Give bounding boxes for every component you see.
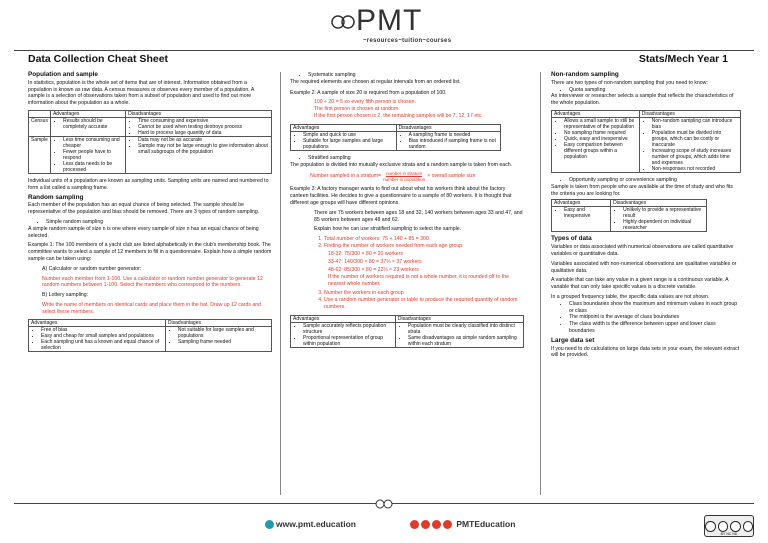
example-line: If the first person chosen is 2, the remaining samples will be 7, 12, 17 etc. [314, 112, 483, 119]
paragraph: Individual units of a population are known as sampling units. Sampling units are named and numbered to form a list called a sampling frame. [28, 177, 269, 191]
paragraph: The required elements are chosen at regular intervals from an ordered list. [290, 78, 461, 85]
heading-random: Random sampling [28, 193, 84, 201]
table-row [291, 131, 501, 150]
list-item: • Easy and inexpensive [564, 207, 608, 219]
paragraph: Each member of the population has an equal chance of being selected. The sample should be representative of the population and bias should be removed. There are 3 types of random sampling. [28, 202, 260, 216]
systematic-table [290, 124, 501, 151]
paragraph: There are 75 workers between ages 18 and 32, 140 workers between ages 33 and 47, and 85 workers between ages 48 and 62. [314, 209, 523, 223]
quota-table [551, 110, 741, 173]
by-icon [718, 521, 729, 532]
facebook-icon[interactable] [432, 520, 441, 529]
table-row [29, 136, 272, 173]
step: 4. Use a random number generator or table to produce the required quantity of random numbers. [324, 297, 524, 311]
table-header: Advantages [552, 110, 640, 117]
pmt-logo [330, 4, 450, 48]
header-divider [14, 50, 754, 51]
paragraph: Variables or data associated with numerical observations are called quantitative variables or quantitative data. [551, 244, 734, 257]
list-item: • Less time consuming and cheaper [63, 137, 123, 149]
list-item: • Easy comparison between different groups within a population [564, 142, 637, 160]
footer-logo-icon [374, 499, 394, 509]
subject-label: Stats/Mech Year 1 [638, 53, 728, 65]
column-2 [290, 72, 524, 352]
heading-population: Population and sample [28, 71, 98, 78]
table-header: Disadvantages [639, 110, 740, 117]
step: 1. Total number of workers: 75 + 140 + 85 = 300 [324, 236, 524, 243]
page-title: Data Collection Cheat Sheet [28, 53, 169, 65]
list-item: • Not suitable for large samples and populations [178, 327, 269, 339]
list-item: • Data may not be as accurate [138, 137, 269, 143]
list-item: • Simple and quick to use [303, 132, 394, 138]
list-item: • Suitable for large samples and large populations [303, 138, 394, 150]
formula-denominator: number in population [383, 177, 426, 183]
table-header: Advantages [291, 124, 397, 131]
formula-numerator: number in stratum [385, 171, 423, 177]
list-item: • Allows a small sample to still be representative of the population [564, 118, 637, 130]
part-b-label: B) Lottery sampling: [42, 292, 89, 299]
list-item: • Population must be clearly classified into distinct strata [408, 323, 521, 335]
paragraph: In a grouped frequency table, the specific data values are not shown. [551, 293, 710, 300]
calc-line: 33-47: 140/300 × 80 = 37⅓ ≈ 37 workers [328, 258, 422, 265]
table-header: Disadvantages [611, 200, 707, 207]
list-item: • The midpoint is the average of class boundaries [569, 314, 741, 321]
list-item: • Non-responses not recorded [652, 166, 738, 172]
table-row [29, 117, 272, 136]
list-item: • Hard to process large quantity of data [138, 130, 269, 136]
formula-left: Number sampled in a stratum= [310, 173, 382, 180]
table-header: Advantages [552, 200, 611, 207]
stratified-formula [290, 171, 524, 182]
table-header: Disadvantages [126, 110, 272, 117]
paragraph: In statistics, population is the whole set of items that are of interest. Information obtained from a population is known as raw data. A census measures or observes every member of a population. A sample is a selection of observations taken from a subset of population and used to find out more information about the population as a whole. [28, 79, 255, 107]
paragraph: If you need to do calculations on large data sets in your exam, the relevant extract will be provided. [551, 345, 740, 359]
paragraph: Variables associated with non-numerical observations are qualitative variables or qualitative data. [551, 260, 737, 274]
stratified-table [290, 315, 524, 348]
table-row [291, 322, 524, 347]
simple-random-table [28, 319, 272, 352]
row-label: Census [29, 117, 51, 136]
list-item: • Easy and cheap for small samples and populations [41, 333, 163, 339]
part-b-answer: Write the name of members on identical cards and place them in the hat. Draw up 12 cards and select these members. [42, 301, 262, 315]
bullet-stratified: • Stratified sampling [308, 155, 524, 162]
opportunity-table [551, 199, 707, 232]
youtube-icon[interactable] [410, 520, 419, 529]
twitter-icon[interactable] [443, 520, 452, 529]
column-1 [28, 72, 272, 356]
calc-line: 18-32: 75/300 × 80 = 20 workers [328, 250, 403, 257]
paragraph: Sample is taken from people who are available at the time of study and who fits the criteria you are looking for. [551, 183, 733, 197]
row-label: Sample [29, 136, 51, 173]
list-item: • Highly dependent on individual researcher [623, 219, 704, 231]
logo-tagline: ~resources~tuition~courses [363, 38, 452, 44]
bullet-quota: • Quota sampling [569, 87, 741, 94]
list-item: • Increasing scope of study increases number of groups, which adds time and expenses [652, 148, 738, 166]
license-badge: BY NC ND [704, 515, 754, 537]
part-a-label: A) Calculator or random number generator: [42, 265, 142, 272]
example-3: Example 3: A factory manager wants to find out about what his workers think about the factory canteen facilities. He decides to give a questionnaire to a sample of 80 workers. It is thought that different age groups will have different opinions. [290, 186, 512, 206]
list-item: • Each sampling unit has a known and equal chance of selection [41, 339, 163, 351]
list-item: • Sampling frame needed [178, 339, 269, 345]
rounding-note: If the number of workers required is not a whole number, it is rounded off to the nearest whole number. [328, 273, 509, 287]
list-item: • Free of bias [41, 327, 163, 333]
list-item: • Non-random sampling can introduce bias [652, 118, 738, 130]
table-header: Advantages [50, 110, 125, 117]
nc-icon [730, 521, 741, 532]
column-3 [551, 72, 741, 362]
paragraph: A simple random sample of size n is one where every sample of size n has an equal chance of being selected. [28, 225, 259, 239]
heading-large-data: Large data set [551, 336, 595, 344]
logo-mark-icon [330, 9, 356, 35]
list-item: • Unlikely to provide a representative result [623, 207, 704, 219]
list-item: • Less data needs to be processed [63, 161, 123, 173]
website-link[interactable]: www.pmt.education [265, 519, 356, 529]
paragraph: Explain how he can use stratified sampling to select the sample. [314, 226, 462, 233]
logo-text: PMT [356, 4, 423, 37]
bullet-systematic: • Systematic sampling [308, 72, 524, 79]
bullet-opportunity: • Opportunity sampling or convenience sampling [569, 177, 741, 184]
heading-types: Types of data [551, 235, 592, 243]
step: 2. Finding the number of workers needed from each age group: [324, 243, 524, 250]
cc-icon [705, 521, 716, 532]
social-links[interactable]: PMTEducation [410, 519, 515, 529]
calc-line: 48-62: 85/300 × 80 = 22⅔ ≈ 23 workers [328, 266, 419, 273]
bullet-simple: • Simple random sampling [46, 219, 272, 226]
list-item: • Quick, easy and inexpensive [564, 136, 637, 142]
list-item: • Bias introduced if sampling frame is not random [409, 138, 498, 150]
list-item: • Results should be completely accurate [63, 118, 123, 130]
example-line: 100 ÷ 20 = 5 so every fifth person is chosen. [314, 99, 416, 106]
column-divider [540, 72, 541, 495]
list-item: • Sample accurately reflects population structure [303, 323, 393, 335]
list-item: • The class width is the difference between upper and lower class boundaries [569, 321, 741, 335]
table-header: Advantages [29, 319, 166, 326]
paragraph: The population is divided into mutually exclusive strata and a random sample is taken from each. [290, 161, 513, 168]
example-2: Example 2: A sample of size 20 is required from a population of 100. [290, 89, 447, 96]
example-line: The first person is chosen at random. [314, 106, 400, 113]
example-1: Example 1: The 100 members of a yacht club are listed alphabetically in the club's membership book. The committee wants to select a sample of 12 members to fill in a questionnaire. Explain how a simple random sample can be taken using: [28, 242, 272, 262]
heading-nonrandom: Non-random sampling [551, 71, 619, 78]
part-a-answer: Number each member from 1-100. Use a calculator or random number generator to generate 12 random numbers between 1-100. Select the members who correspond to the numbers. [42, 275, 263, 289]
census-sample-table [28, 110, 272, 174]
list-item: • Proportional representation of group within population [303, 335, 393, 347]
paragraph: A variable that can take any value in a given range is a continuous variable. A variable that can only take specific values is a discrete variable. [551, 277, 729, 291]
table-header: Disadvantages [395, 315, 523, 322]
paragraph: An interviewer or researcher selects a sample that reflects the characteristics of the whole population. [551, 93, 734, 107]
globe-icon [265, 520, 274, 529]
step: 3. Number the workers in each group [324, 290, 524, 297]
nd-icon [743, 521, 754, 532]
instagram-icon[interactable] [421, 520, 430, 529]
table-row [552, 117, 741, 172]
list-item: • Fewer people have to respond [63, 149, 123, 161]
table-header [29, 110, 51, 117]
table-header: Disadvantages [396, 124, 500, 131]
formula-right: × overall sample size [427, 173, 476, 180]
list-item: • Class boundaries show the maximum and minimum values in each group or class [569, 301, 741, 315]
list-item: • No sampling frame required [564, 130, 637, 136]
list-item: • Population must be divided into groups, which can be costly or inaccurate [652, 130, 738, 148]
table-header: Advantages [291, 315, 396, 322]
list-item: • Sample may not be large enough to give information about small subgroups of the population [138, 143, 269, 155]
table-row [552, 207, 707, 232]
table-header: Disadvantages [165, 319, 271, 326]
column-divider [280, 72, 281, 495]
list-item: • Cannot be used when testing destroys process [138, 124, 269, 130]
paragraph: There are two types of non-random sampling that you need to know: [551, 79, 708, 86]
list-item: • Same disadvantages as simple random sampling within each stratum [408, 335, 521, 347]
table-row [29, 326, 272, 351]
list-item: • A sampling frame is needed [409, 132, 498, 138]
list-item: • Time consuming and expensive [138, 118, 269, 124]
